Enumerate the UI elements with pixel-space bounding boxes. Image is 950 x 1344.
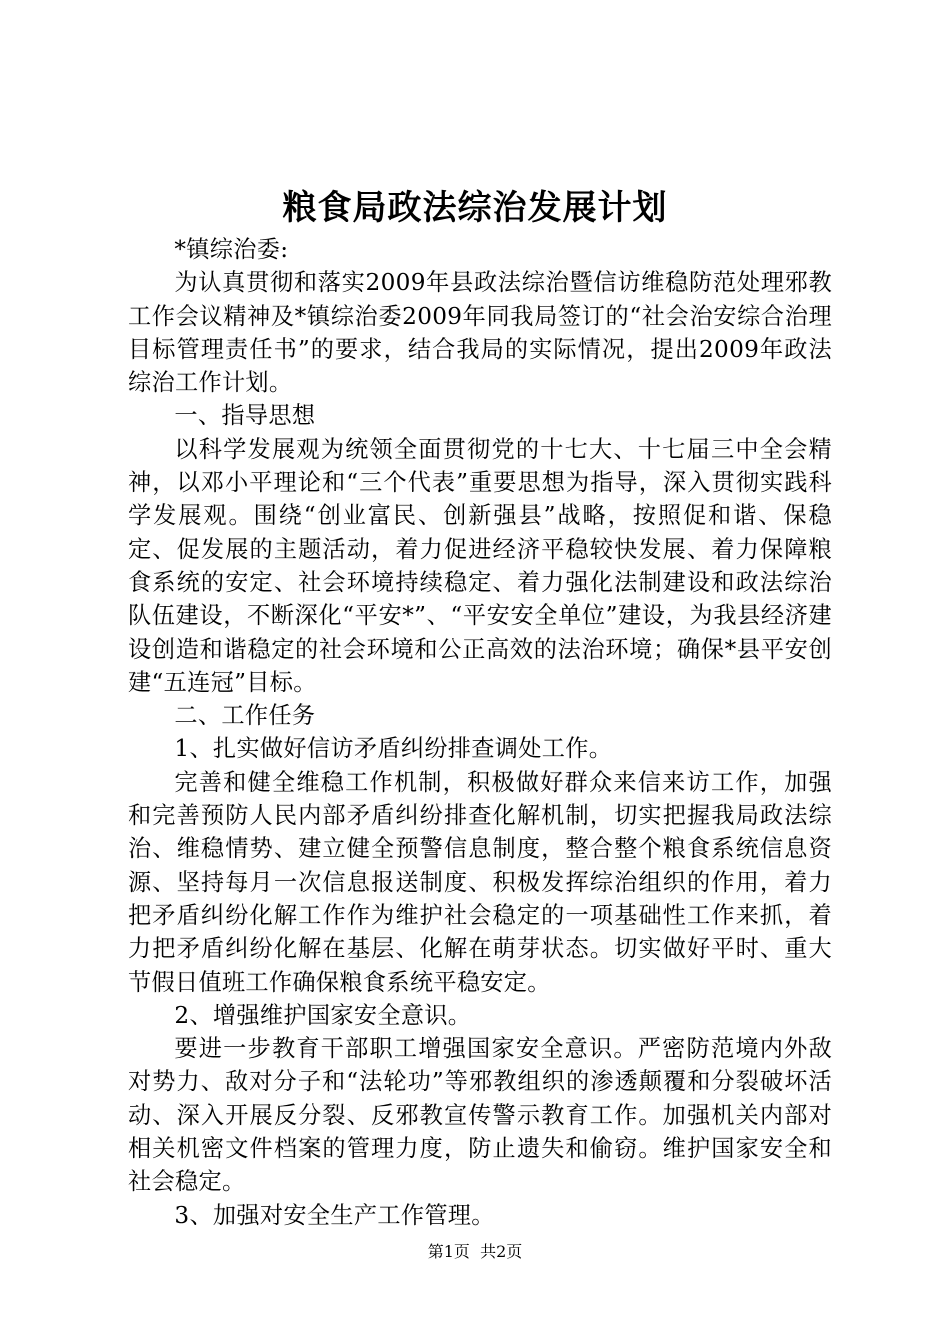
section-heading-guiding-thought: 一、指导思想 bbox=[174, 402, 316, 430]
salutation: *镇综治委: bbox=[174, 236, 289, 263]
task-2-paragraph: 要进一步教育干部职工增强国家安全意识。严密防范境内外敌对势力、敌对分子和“法轮功”等邪教组织的渗透颠覆和分裂破坏活动、深入开展反分裂、反邪教宣传警示教育工作。加强机关内部对相关机密文件档案的管理力度，防止遗失和偷窃。维护国家安全和社会稳定。 bbox=[128, 1035, 832, 1196]
guiding-thought-paragraph: 以科学发展观为统领全面贯彻党的十七大、十七届三中全会精神，以邓小平理论和“三个代表”重要思想为指导，深入贯彻实践科学发展观。围绕“创业富民、创新强县”战略，按照促和谐、保稳定、促发展的主题活动，着力促进经济平稳较快发展、着力保障粮食系统的安定、社会环境持续稳定、着力强化法制建设和政法综治队伍建设，不断深化“平安*”、“平安安全单位”建设，为我县经济建设创造和谐稳定的社会环境和公正高效的法治环境；确保*县平安创建“五连冠”目标。 bbox=[128, 435, 832, 696]
task-3-heading: 3、加强对安全生产工作管理。 bbox=[174, 1201, 495, 1229]
page-number-footer: 第1页 共2页 bbox=[427, 1242, 523, 1261]
task-1-paragraph: 完善和健全维稳工作机制，积极做好群众来信来访工作，加强和完善预防人民内部矛盾纠纷排查化解机制，切实把握我局政法综治、维稳情势、建立健全预警信息制度，整合整个粮食系统信息资源、坚持每月一次信息报送制度、积极发挥综治组织的作用，着力把矛盾纠纷化解工作作为维护社会稳定的一项基础性工作来抓，着力把矛盾纠纷化解在基层、化解在萌芽状态。切实做好平时、重大节假日值班工作确保粮食系统平稳安定。 bbox=[128, 768, 832, 996]
intro-paragraph: 为认真贯彻和落实2009年县政法综治暨信访维稳防范处理邪教工作会议精神及*镇综治委2009年同我局签订的“社会治安综合治理目标管理责任书”的要求，结合我局的实际情况，提出2009年政法综治工作计划。 bbox=[128, 269, 832, 397]
document-title: 粮食局政法综治发展计划 bbox=[282, 188, 668, 228]
task-1-heading: 1、扎实做好信访矛盾纠纷排查调处工作。 bbox=[174, 735, 613, 763]
document-body bbox=[128, 233, 832, 1232]
task-2-heading: 2、增强维护国家安全意识。 bbox=[174, 1001, 472, 1029]
section-heading-work-tasks: 二、工作任务 bbox=[174, 702, 316, 730]
